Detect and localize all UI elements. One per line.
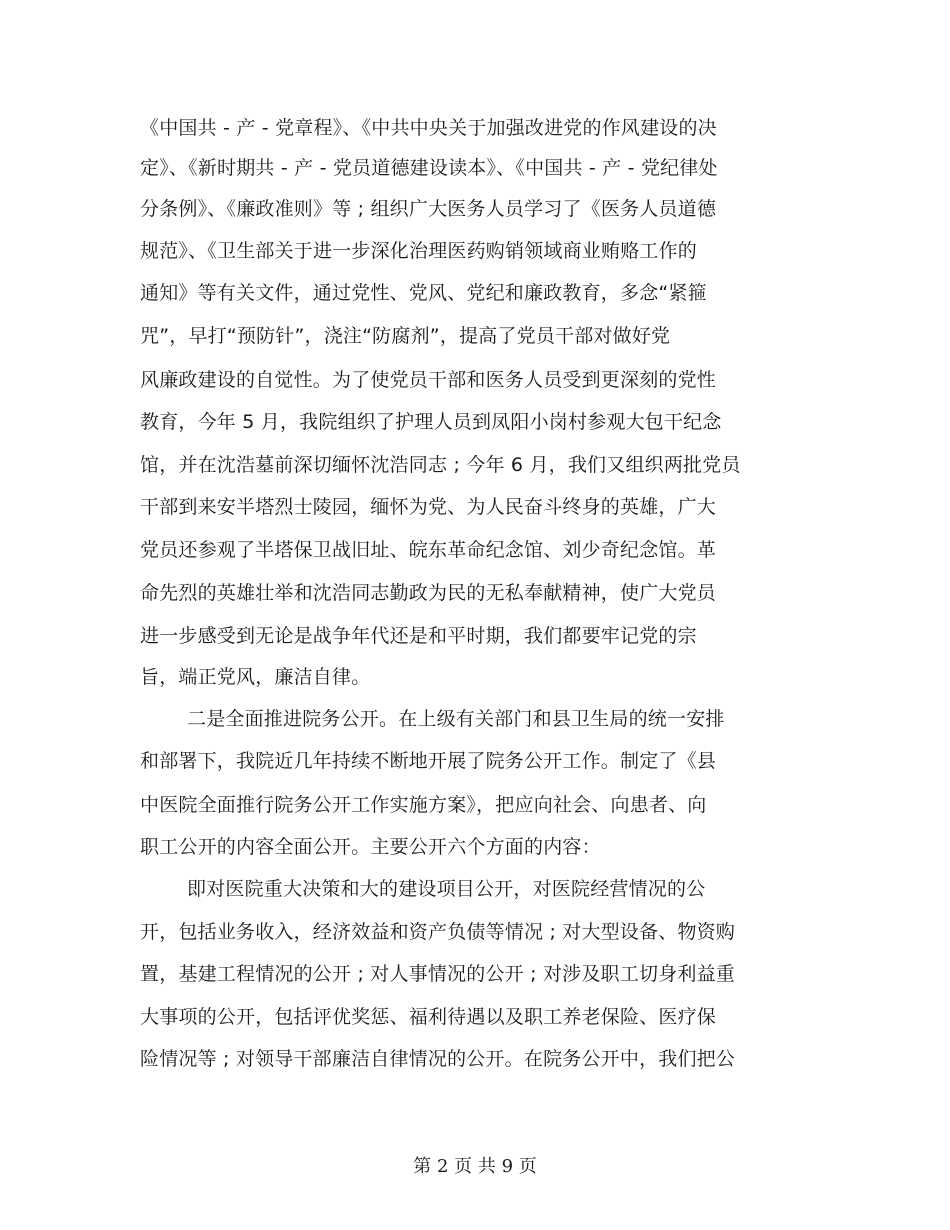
text-line: 教育，今年 5 月，我院组织了护理人员到凤阳小岗村参观大包干纪念 [140,411,722,433]
text-line: 风廉政建设的自觉性。为了使党员干部和医务人员受到更深刻的党性 [140,369,717,391]
text-line: 分条例》、《廉政准则》等 ; 组织广大医务人员学习了《医务人员道德 [140,198,717,220]
text-line: 险情况等 ; 对领导干部廉洁自律情况的公开。在院务公开中，我们把公 [140,1048,736,1070]
paragraph-first-line: 二是全面推进院务公开。在上级有关部门和县卫生局的统一安排 [187,708,725,730]
text-line: 职工公开的内容全面公开。主要公开六个方面的内容： [140,836,601,858]
paragraph-first-line: 即对医院重大决策和大的建设项目公开，对医院经营情况的公 [187,878,706,900]
text-line: 命先烈的英雄壮举和沈浩同志勤政为民的无私奉献精神，使广大党员 [140,582,717,604]
text-line: 通知》等有关文件，通过党性、党风、党纪和廉政教育，多念“紧箍 [140,282,707,304]
text-line: 《中国共 - 产 - 党章程》、《中共中央关于加强改进党的作风建设的决 [140,117,717,139]
text-line: 和部署下，我院近几年持续不断地开展了院务公开工作。制定了《县 [140,750,717,772]
text-line: 旨，端正党风，廉洁自律。 [140,666,371,688]
text-line: 开，包括业务收入，经济效益和资产负债等情况 ; 对大型设备、物资购 [140,921,736,943]
text-line: 干部到来安半塔烈士陵园，缅怀为党、为人民奋斗终身的英雄，广大 [140,496,717,518]
text-line: 置，基建工程情况的公开 ; 对人事情况的公开 ; 对涉及职工切身利益重 [140,963,735,985]
text-line: 咒”，早打“预防针”，浇注“防腐剂”，提高了党员干部对做好党 [140,325,671,347]
text-line: 中医院全面推行院务公开工作实施方案》，把应向社会、向患者、向 [140,794,707,816]
text-line: 规范》、《卫生部关于进一步深化治理医药购销领域商业贿赂工作的 [140,240,698,262]
text-line: 进一步感受到无论是战争年代还是和平时期，我们都要牢记党的宗 [140,625,697,647]
text-line: 定》、《新时期共 - 产 - 党员道德建设读本》、《中国共 - 产 - 党纪律处 [140,157,718,179]
text-line: 党员还参观了半塔保卫战旧址、皖东革命纪念馆、刘少奇纪念馆。革 [140,539,717,561]
text-line: 馆，并在沈浩墓前深切缅怀沈浩同志 ; 今年 6 月，我们又组织两批党员 [140,454,741,476]
page-number-footer: 第 2 页 共 9 页 [413,1156,537,1177]
text-line: 大事项的公开，包括评优奖惩、福利待遇以及职工养老保险、医疗保 [140,1006,717,1028]
